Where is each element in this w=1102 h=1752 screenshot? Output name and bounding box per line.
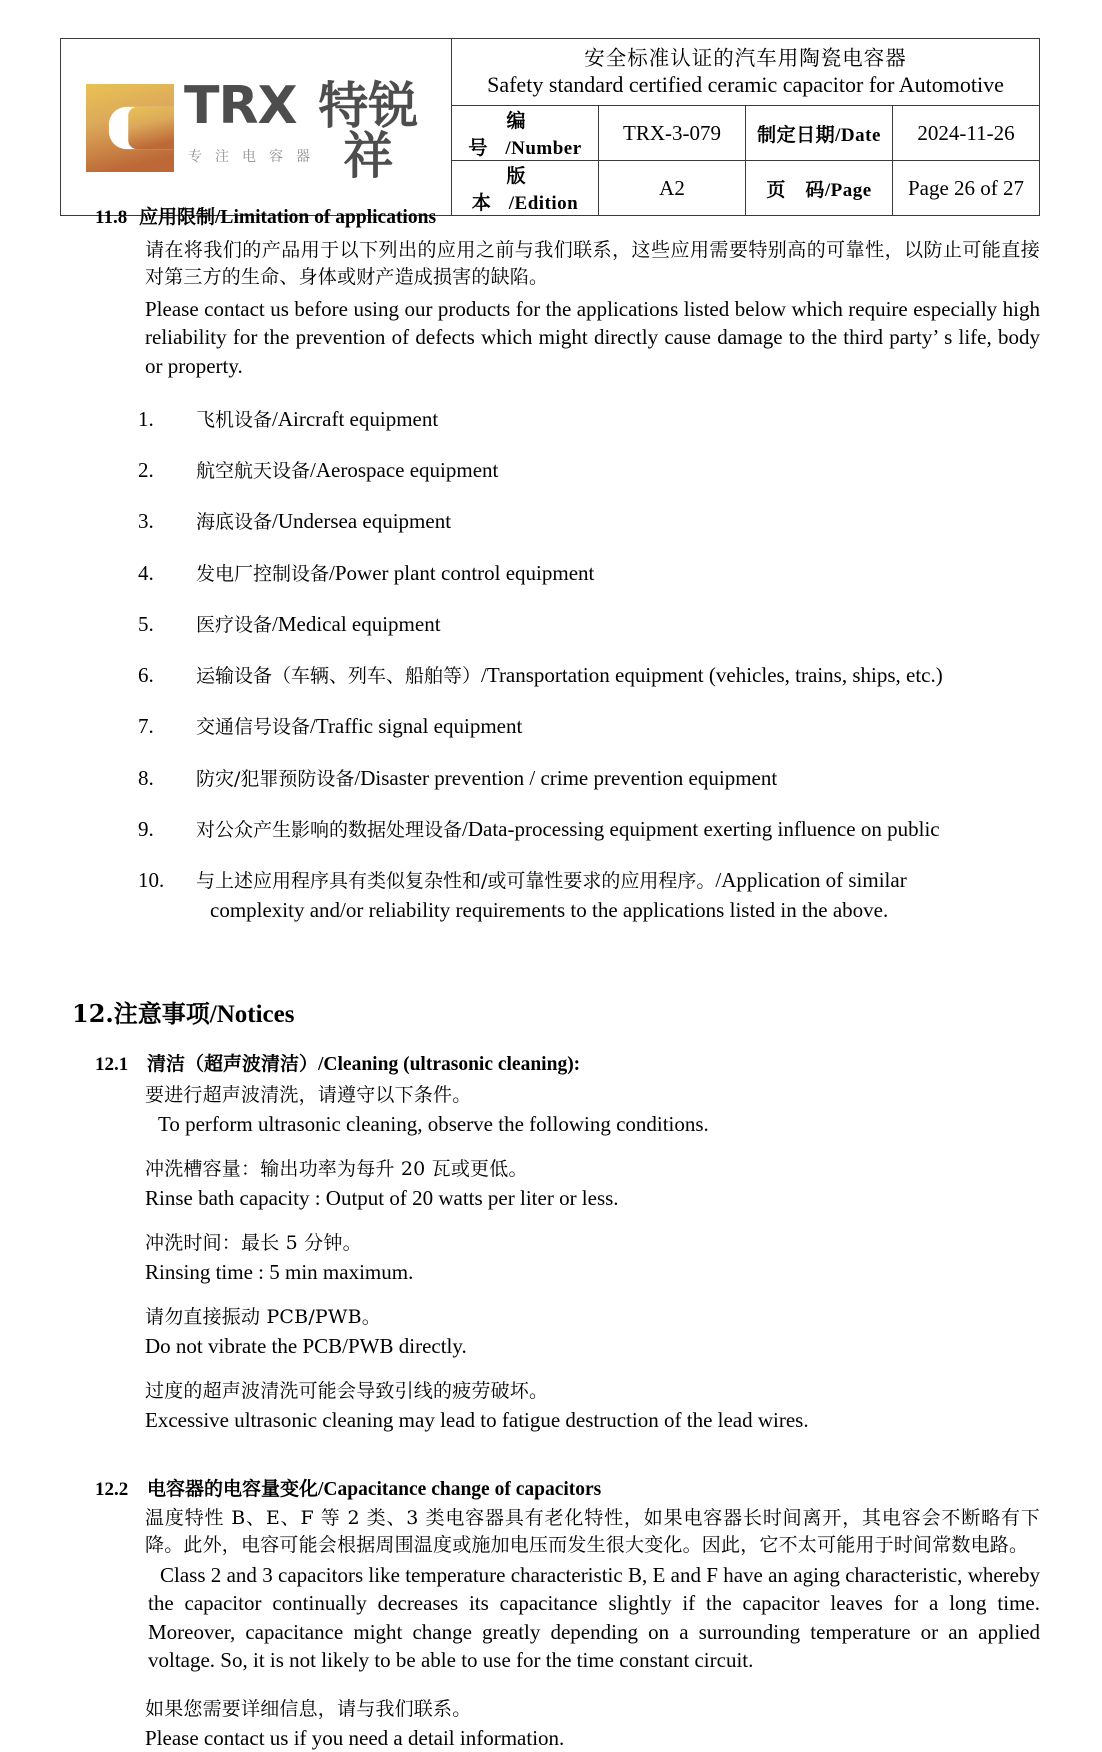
header-label-number-en: /Number (505, 138, 582, 159)
application-list (0, 406, 1102, 924)
header-label-number (452, 106, 599, 161)
closing-en: Please contact us if you need a detail information. (145, 1725, 565, 1750)
list-item (0, 662, 1102, 689)
list-item-en: /Data-processing equipment exerting influence on public (462, 817, 940, 841)
section-title-cn-12-2: 电容器的电容量变化 (147, 1478, 319, 1501)
section-heading-11-8 (95, 205, 1102, 231)
list-item (0, 816, 1102, 843)
document-title-cn: 安全标准认证的汽车用陶瓷电容器 (584, 46, 907, 71)
list-item-en: /Application of similar (715, 868, 907, 893)
list-item-en: /Power plant control equipment (329, 560, 595, 585)
header-value-page: Page 26 of 27 (893, 161, 1040, 216)
list-item-cn: 对公众产生影响的数据处理设备 (196, 819, 463, 841)
section-title-cn-12: 注意事项 (113, 998, 210, 1028)
header-label-date-en: /Date (835, 124, 881, 146)
cleaning-block-1-cn: 要进行超声波清洗，请遵守以下条件。 (145, 1083, 472, 1106)
document-body (0, 205, 1102, 1752)
header-label-edition-en: /Edition (508, 193, 579, 214)
list-item (0, 560, 1102, 587)
cleaning-block-2-cn: 冲洗槽容量：输出功率为每升 20 瓦或更低。 (145, 1157, 528, 1180)
list-item-index: 10. (138, 868, 165, 893)
list-item-index: 4. (138, 560, 154, 585)
section-heading-12-2 (95, 1474, 1102, 1501)
list-item-index: 7. (138, 714, 154, 739)
logo-brand-cn: 特锐祥 (318, 77, 419, 185)
cleaning-block-3-en: Rinsing time : 5 min maximum. (145, 1260, 414, 1285)
list-item-index: 3. (138, 509, 154, 534)
list-item-en: /Medical equipment (272, 611, 441, 636)
list-item-cn: 防灾/犯罪预防设备 (196, 767, 355, 790)
paragraph-11-8-en: Please contact us before using our products for the applications listed below which require especially high reliability for the prevention of defects which might directly cause damage to the third party’ s life, body or property. (145, 297, 1040, 378)
header-value-date: 2024-11-26 (893, 106, 1040, 161)
list-item-cn: 医疗设备 (196, 613, 273, 636)
cleaning-block-3 (0, 1230, 1102, 1286)
list-item-cn: 海底设备 (196, 511, 273, 534)
paragraph-12-2-cn: 温度特性 B、E、F 等 2 类、3 类电容器具有老化特性，如果电容器长时间离开，其电容会不断略有下降。此外，电容可能会根据周围温度或施加电压而发生很大变化。因此，它不太可能用于时间常数电路。 (145, 1507, 1040, 1557)
list-item (0, 611, 1102, 638)
logo-cell (61, 39, 452, 216)
list-item (0, 765, 1102, 792)
cleaning-block-2-en: Rinse bath capacity : Output of 20 watts per liter or less. (145, 1185, 619, 1210)
list-item-cn: 航空航天设备 (196, 459, 311, 482)
cleaning-block-2 (0, 1156, 1102, 1212)
cleaning-block-1 (0, 1082, 1102, 1138)
document-header-table (60, 38, 1040, 216)
list-item-en: /Aerospace equipment (310, 457, 499, 482)
list-item (0, 406, 1102, 433)
section-title-en-12-2: /Capacitance change of capacitors (318, 1479, 602, 1501)
list-item-cn: 运输设备（车辆、列车、船舶等） (196, 665, 482, 688)
cleaning-block-4-cn: 请勿直接振动 PCB/PWB。 (145, 1306, 382, 1329)
list-item-en: /Transportation equipment (vehicles, trains, ships, etc.) (481, 663, 943, 688)
section-heading-12-1 (95, 1049, 1102, 1076)
section-title-cn-11-8: 应用限制 (139, 206, 216, 228)
list-item-index: 8. (138, 765, 154, 790)
list-item-en: /Undersea equipment (272, 509, 452, 534)
cleaning-block-5-en: Excessive ultrasonic cleaning may lead to fatigue destruction of the lead wires. (145, 1408, 809, 1433)
list-item-index: 2. (138, 457, 154, 482)
closing-cn: 如果您需要详细信息，请与我们联系。 (145, 1697, 472, 1720)
list-item-cn: 交通信号设备 (196, 716, 311, 739)
paragraph-12-2-en: Class 2 and 3 capacitors like temperature characteristic B, E and F have an aging characteristic, whereby the capacitor continually decreases its capacitance slightly if the capacitor leaves for a long time. Moreover, capacitance might change greatly depending on a surrounding temperature or an applied voltage. So, it is not likely to be able to use for the time constant circuit. (148, 1563, 1040, 1672)
section-heading-12 (72, 994, 1102, 1029)
section-title-cn-12-1: 清洁（超声波清洁） (147, 1052, 319, 1075)
cleaning-block-1-en: To perform ultrasonic cleaning, observe the following conditions. (158, 1111, 709, 1136)
header-title-cell (452, 39, 1040, 106)
logo-brand-latin: TRX (184, 76, 297, 136)
list-item-index: 9. (138, 817, 154, 841)
list-item-cn: 与上述应用程序具有类似复杂性和/或可靠性要求的应用程序。 (196, 870, 716, 893)
list-item-en: /Aircraft equipment (272, 406, 439, 431)
document-title-en: Safety standard certified ceramic capacitor for Automotive (487, 72, 1004, 98)
list-item-index: 1. (138, 406, 154, 431)
header-value-number: TRX-3-079 (599, 106, 746, 161)
cleaning-block-3-cn: 冲洗时间：最长 5 分钟。 (145, 1232, 362, 1255)
list-item (0, 867, 1102, 924)
section-title-en-11-8: /Limitation of applications (215, 207, 437, 228)
closing-block (0, 1696, 1102, 1752)
list-item-cn: 飞机设备 (196, 408, 273, 431)
list-item (0, 457, 1102, 484)
cleaning-block-5 (0, 1378, 1102, 1434)
header-label-edition-cn: 版 本 (471, 166, 581, 214)
paragraph-11-8-cn: 请在将我们的产品用于以下列出的应用之前与我们联系，这些应用需要特别高的可靠性，以防止可能直接对第三方的生命、身体或财产造成损害的缺陷。 (145, 239, 1040, 289)
cleaning-block-5-cn: 过度的超声波清洗可能会导致引线的疲劳破坏。 (145, 1380, 549, 1403)
section-number-12: 12. (72, 998, 114, 1028)
section-title-en-12-1: /Cleaning (ultrasonic cleaning): (318, 1053, 581, 1075)
cleaning-block-4-en: Do not vibrate the PCB/PWB directly. (145, 1334, 467, 1359)
list-item (0, 713, 1102, 740)
header-label-page-cn: 页 码 (766, 179, 825, 201)
list-item-continuation: complexity and/or reliability requirements to the applications listed in the above. (210, 897, 889, 922)
header-label-date (746, 106, 893, 161)
company-logo (76, 70, 436, 190)
header-label-date-cn: 制定日期 (757, 124, 836, 146)
cleaning-block-4 (0, 1304, 1102, 1360)
section-number-12-2: 12.2 (95, 1479, 129, 1501)
list-item-cn: 发电厂控制设备 (196, 562, 330, 585)
list-item (0, 508, 1102, 535)
section-number-12-1: 12.1 (95, 1053, 129, 1075)
section-title-en-12: /Notices (209, 1000, 295, 1028)
header-label-page-en: /Page (824, 179, 872, 201)
list-item-index: 5. (138, 611, 154, 636)
list-item-index: 6. (138, 663, 154, 688)
header-value-edition: A2 (599, 161, 746, 216)
section-number-11-8: 11.8 (95, 207, 128, 228)
header-label-number-cn: 编 号 (468, 111, 581, 159)
logo-tagline: 专注电容器 (188, 149, 323, 165)
list-item-en: /Disaster prevention / crime prevention equipment (354, 765, 778, 790)
trx-c-logo-mark (86, 84, 174, 172)
list-item-en: /Traffic signal equipment (310, 714, 523, 739)
